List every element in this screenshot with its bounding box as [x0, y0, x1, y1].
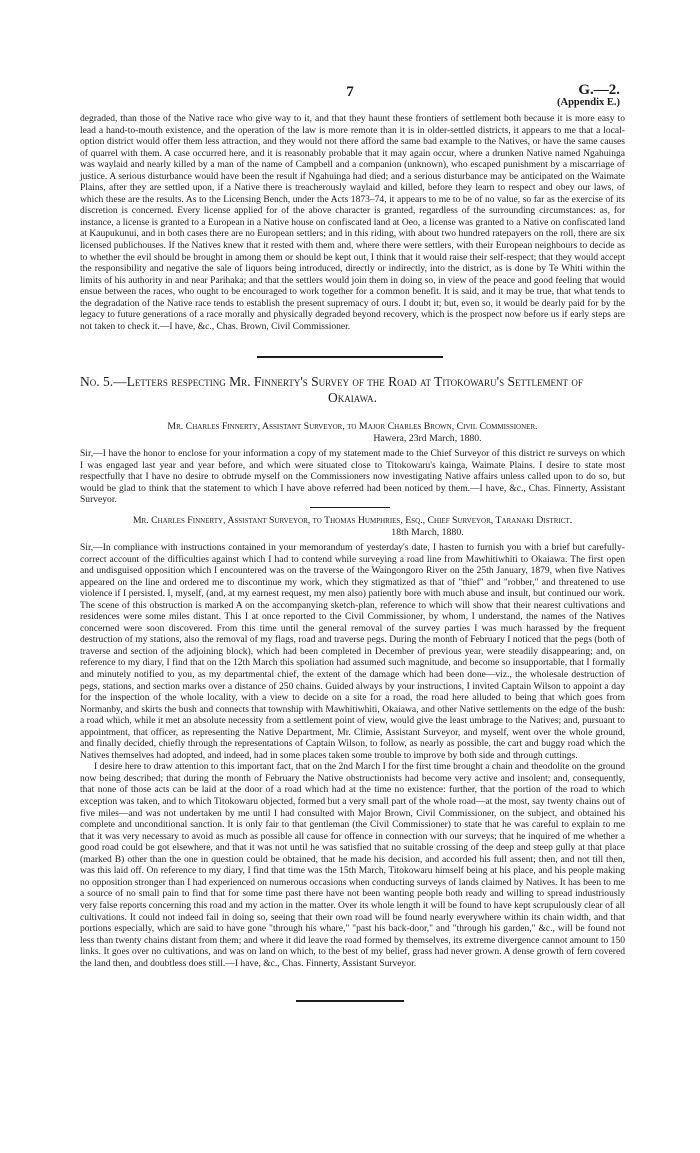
letter2-heading — [80, 515, 625, 538]
section-divider — [257, 356, 443, 358]
page-number: 7 — [346, 84, 354, 100]
section-title-line1: No. 5.—Letters respecting Mr. Finnerty's Survey of the Road at Titokowaru's Settlement of — [80, 374, 583, 389]
letter2-paragraph-1: Sir,—In compliance with instructions contained in your memorandum of yesterday's date, I hasten to furnish you with a brief but carefully-correct account of the difficulties against which I had to contend while surveying a road line from Mawhitiwhiti to Okaiawa. The first open and undisguised opposition which I encountered was on the traverse of the Waingongoro River on the 25th January, 1879, when five Natives appeared on the line and ordered me to discontinue my work, which they stigmatized as that of "thief" and "robber," and threatened to use violence if I persisted. I, myself, (and, at my earnest request, my men also) patiently bore with much abuse and insult, but continued our work. The scene of this obstruction is marked A on the accompanying sketch-plan, reference to which will show that their nearest cultivations and residences were some miles distant. This I at once reported to the Civil Commissioner, by whom, I understand, the names of the Natives concerned were soon discovered. From this time until the general removal of the survey parties I was much harassed by the frequent destruction of my stations, also the removal of my flags, road and traverse pegs. During the month of February I noticed that the pegs (both of traverse and section of the adjoining block), which had been completed in December of previous year, were steadily disappearing; and, on reference to my diary, I find that on the 12th March this spoliation had assumed such magnitude, and become so insupportable, that I formally and minutely notified to you, as my departmental chief, the extent of the damage which had been done—viz., the wholesale destruction of pegs, stations, and section marks over a distance of 250 chains. Guided always by your instructions, I invited Captain Wilson to appoint a day for the inspection of the whole locality, with a view to decide on a site for a road, the road here alluded to being that which goes from Normanby, and skirts the bush and connects that township with Mawhitiwhiti, Okaiawa, and other Native settlements on the edge of the bush: a road which, while it met an absolute necessity from a settlement point of view, would give the least umbrage to the Natives; and, pursuant to appointment, that officer, as representing the Native Department, Mr. Climie, Assistant Surveyor, and myself, went over the whole ground, and finally decided, chiefly through the representations of Captain Wilson, to follow, as nearly as possible, the cart and buggy road which the Natives themselves had adopted, and indeed, had in some places taken some trouble to improve by both side and through cuttings. — [80, 542, 625, 761]
letter1-paragraph: Sir,—I have the honor to enclose for your information a copy of my statement made to the Chief Surveyor of this district re surveys on which I was engaged last year and year before, and which were situated close to Titokowaru's kainga, Waimate Plains. I desire to state most respectfully that I have no desire to obtrude myself on the Commissioners now investigating Native affairs unless called upon to do so, but would be glad to think that the statement to which I have above referred had been noticed by them.—I have, &c., Chas. Finnerty, Assistant Surveyor. — [80, 448, 625, 506]
letter1-dateline: Hawera, 23rd March, 1880. — [373, 432, 482, 444]
appendix-label: (Appendix E.) — [556, 97, 620, 108]
letter1-heading — [80, 421, 625, 444]
letter2-body — [80, 542, 625, 969]
letter-divider — [310, 507, 390, 508]
section-title — [80, 374, 625, 406]
letter2-paragraph-2: I desire here to draw attention to this important fact, that on the 2nd March I for the first time brought a chain and theodolite on the ground now being described; that during the month of February the Native obstructionists had become very active and insolent; and, consequently, that none of those acts can be laid at the door of a road which had at the time no existence: further, that the portion of the road to which exception was taken, and to which Titokowaru objected, formed but a very small part of the whole road—at the most, say twenty chains out of five miles—and was not undertaken by me until I had consulted with Major Brown, Civil Commissioner, on the subject, and obtained his complete and unconditional sanction. It is only fair to that gentleman (the Civil Commissioner) to state that he was careful to explain to me that it was very necessary to avoid as much as possible all cause for offence in connection with our surveys; that he inquired of me whether a good road could be got elsewhere, and that it was not until he was satisfied that no suitable crossing of the deep and steep gully at that place (marked B) other than the one in question could be obtained, that he made his decision, and accorded his full assent; then, and not till then, was this laid off. On reference to my diary, I find that time was the 15th March, Titokowaru himself being at his place, and his people making no opposition stronger than I had experienced on numerous occasions when conducting surveys of lands claimed by Natives. It has been to me a source of no small pain to find that for some time past there have not been wanting people both ready and willing to spread industriously very false reports concerning this road and my action in the matter. Over its whole length it will be found to have kept scrupulously clear of all cultivations. It could not indeed fail in doing so, seeing that their own road will be found nearly everywhere within its chain width, and that portions especially, which are said to have gone "through his whare," "past his back-door," and "through his garden," &c., will be found not less than twenty chains distant from them; and where it did leave the road formed by themselves, its extreme divergence cannot amount to 150 links. It goes over no cultivations, and was on land on which, to the best of my belief, grass had never grown. A dense growth of fern covered the land then, and doubtless does still.—I have, &c., Chas. Finnerty, Assistant Surveyor. — [80, 761, 625, 969]
series-code: G.—2. — [578, 82, 620, 98]
intro-paragraph: degraded, than those of the Native race who give way to it, and that they haunt these frontiers of settlement both because it is more easy to lead a hand-to-mouth existence, and the operation of the law is more remote than it is in older-settled districts, it appears to me that a local-option district would offer them less attraction, and they would not there afford the same bad example to the Natives, or have the same causes of quarrel with them. A case occurred here, and it is reasonably probable that it may again occur, where a drunken Native named Ngahuinga was waylaid and nearly killed by a man of the name of Campbell and a companion (unknown), who escaped punishment by a miscarriage of justice. A serious disturbance would have been the result if Ngahuinga had died; and a serious disturbance may be anticipated on the Waimate Plains, after they are settled upon, if a Native there is treacherously waylaid and killed, before they learn to respect and obey our laws, of which these are the results. As to the Licensing Bench, under the Acts 1873–74, it appears to me to be of no value, so far as the exercise of its discretion is concerned. Every license applied for of the above character is granted, regardless of the surrounding circumstances: as, for instance, a license is granted to a European in a Native house on confiscated land at Oeo, a license was granted to a Native on confiscated land at Kaupukunui, and in both cases there are no European settlers; and in this riding, with about two hundred ratepayers on the roll, there are six licensed publichouses. If the Natives knew that it rested with them and, where there were settlers, with their European neighbours to decide as to whether the evil should be brought in among them or should be kept out, I think that it would raise their self-respect; that they would accept the responsibility and negative the sale of liquors being introduced, directly or indirectly, into the district, as is done by Te Whiti within the limits of his authority in and near Parihaka; and that the settlers would join them in doing so, in view of the peace and good feeling that would ensue between the races, who ought to be encouraged to work together for a common benefit. It is said, and it may be true, that what tends to the degradation of the Native race tends to establish the present supremacy of ours. I doubt it; but, even so, it would be dearly paid for by the legacy to future generations of a race morally and physically degraded beyond recovery, which is the prospect now before us if early steps are not taken to check it.—I have, &c., Chas. Brown, Civil Commissioner. — [80, 113, 625, 332]
letter1-body — [80, 448, 625, 506]
intro-paragraph-block — [80, 113, 625, 332]
section-title-line2: Okaiawa. — [328, 390, 377, 405]
letter2-dateline: 18th March, 1880. — [391, 526, 464, 538]
letter1-heading-text: Mr. Charles Finnerty, Assistant Surveyor, to Major Charles Brown, Civil Commissioner. — [167, 421, 538, 432]
letter2-heading-text: Mr. Charles Finnerty, Assistant Surveyor, to Thomas Humphries, Esq., Chief Surveyor, Taranaki District. — [132, 515, 573, 526]
end-divider — [296, 1000, 404, 1002]
